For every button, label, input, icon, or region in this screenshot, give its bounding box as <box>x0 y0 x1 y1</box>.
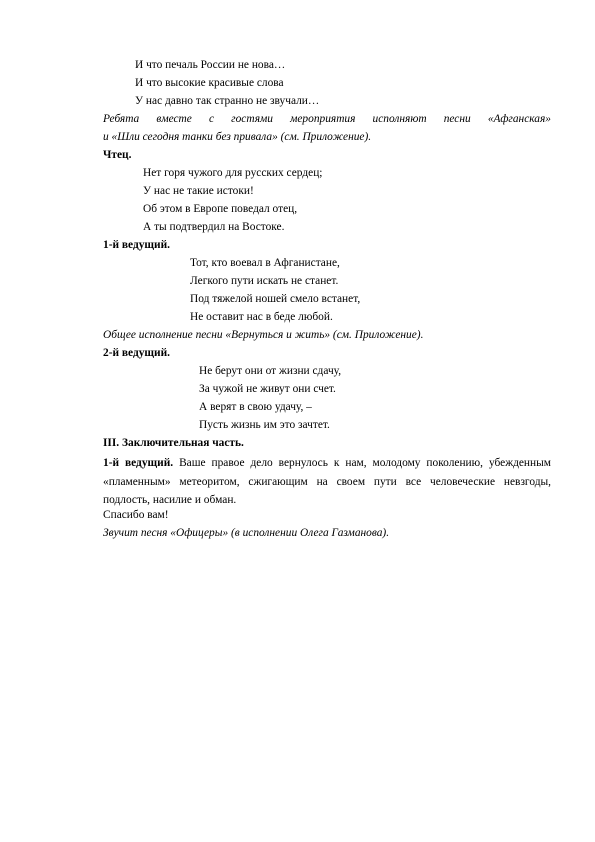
poem2-line-1: Нет горя чужого для русских сердец; <box>143 167 323 179</box>
poem2-line-2: У нас не такие истоки! <box>143 185 254 197</box>
host2-label: 2-й ведущий. <box>103 347 171 359</box>
poem2-line-4: А ты подтвердил на Востоке. <box>143 221 285 233</box>
poem3-line-4: Не оставит нас в беде любой. <box>190 311 333 323</box>
host1-label: 1-й ведущий. <box>103 239 171 251</box>
poem3-line-1: Тот, кто воевал в Афганистане, <box>190 257 340 269</box>
final-paragraph <box>103 454 551 510</box>
stage-direction-2: Общее исполнение песни «Вернуться и жить» (см. Приложение). <box>103 329 424 341</box>
poem4-line-2: За чужой не живут они счет. <box>199 383 336 395</box>
poem4-line-1: Не берут они от жизни сдачу, <box>199 365 342 377</box>
section-3-title: III. Заключительная часть. <box>103 437 244 449</box>
reader-label: Чтец. <box>103 149 132 161</box>
poem4-line-3: А верят в свою удачу, – <box>199 401 312 413</box>
final-speaker: 1-й ведущий. <box>103 457 174 469</box>
poem1-line-3: У нас давно так странно не звучали… <box>135 95 320 107</box>
poem4-line-4: Пусть жизнь им это зачтет. <box>199 419 330 431</box>
stage-direction-3: Звучит песня «Офицеры» (в исполнении Олега Газманова). <box>103 527 390 539</box>
stage-direction-1-line-2: и «Шли сегодня танки без привала» (см. Приложение). <box>103 131 372 143</box>
stage-direction-1-line-1: Ребята вместе с гостями мероприятия исполняют песни «Афганская» <box>103 113 551 125</box>
poem3-line-2: Легкого пути искать не станет. <box>190 275 339 287</box>
thanks-line: Спасибо вам! <box>103 509 169 521</box>
final-text: Ваше правое дело вернулось к нам, молодому поколению, убежденным «пламенным» метеоритом, сжигающим на своем пути все человеческие невзгоды, подлость, насилие и обман. <box>103 457 551 506</box>
poem2-line-3: Об этом в Европе поведал отец, <box>143 203 298 215</box>
poem1-line-2: И что высокие красивые слова <box>135 77 284 89</box>
poem3-line-3: Под тяжелой ношей смело встанет, <box>190 293 361 305</box>
poem1-line-1: И что печаль России не нова… <box>135 59 286 71</box>
